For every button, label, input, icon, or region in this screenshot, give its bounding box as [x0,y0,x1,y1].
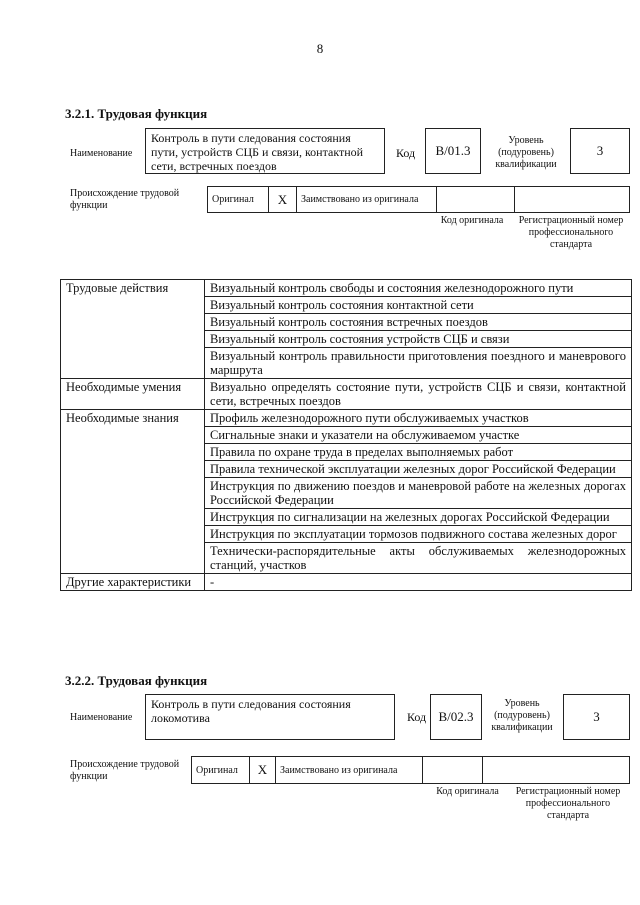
code-label: Код [396,146,416,160]
function-name: Контроль в пути следования состояния пути, устройств СЦБ и связи, контактной сети, встречных поездов [151,131,364,173]
level-label-2: Уровень (подуровень) квалификации [491,698,553,733]
code-value: B/01.3 [435,143,471,158]
code-label-2: Код [407,710,427,724]
action-item: Визуальный контроль состояния встречных поездов [205,314,632,331]
actions-label: Трудовые действия [61,280,205,379]
reg-number-cell [515,187,629,212]
level-value-box-2 [563,694,630,740]
table-row [61,574,632,591]
name-label: Наименование [70,148,133,159]
action-item: Визуальный контроль состояния устройств СЦБ и связи [205,331,632,348]
skills-label: Необходимые умения [61,379,205,410]
action-item: Визуальный контроль состояния контактной сети [205,297,632,314]
section-title: 3.2.1. Трудовая функция [65,106,208,121]
level-value-2: 3 [593,709,600,724]
original-label: Оригинал [208,187,269,212]
name-label-2: Наименование [70,712,133,723]
borrowed-label-2: Заимствовано из оригинала [276,757,423,783]
table-row [61,410,632,427]
original-label-2: Оригинал [192,757,250,783]
caption-reg-2: Регистрационный номер профессионального стандарта [515,786,621,821]
skill-item: Визуально определять состояние пути, устройств СЦБ и связи, контактной сети, встречных поездов [205,379,632,410]
knowledge-item: Сигнальные знаки и указатели на обслуживаемом участке [205,427,632,444]
level-label: Уровень (подуровень) квалификации [495,135,557,170]
function-name-2: Контроль в пути следования состояния локомотива [151,697,351,725]
origin-row [207,186,630,213]
original-code-cell [437,187,515,212]
function-table [60,279,632,591]
knowledge-item: Технически-распорядительные акты обслуживаемых железнодорожных станций, участков [205,543,632,574]
origin-row-2 [191,756,630,784]
original-mark-2: X [250,757,276,783]
knowledge-item: Инструкция по движению поездов и маневровой работе на железных дорогах Российской Федерации [205,478,632,509]
action-item: Визуальный контроль правильности приготовления поездного и маневрового маршрута [205,348,632,379]
original-mark: X [269,187,297,212]
knowledge-item: Инструкция по сигнализации на железных дорогах Российской Федерации [205,509,632,526]
action-item: Визуальный контроль свободы и состояния железнодорожного пути [205,280,632,297]
function-name-box [145,128,385,174]
function-name-box-2 [145,694,395,740]
reg-number-cell-2 [483,757,629,783]
page-number: 8 [316,41,324,56]
code-value-box-2 [430,694,482,740]
other-value: - [205,574,632,591]
knowledge-label: Необходимые знания [61,410,205,574]
section-title-2: 3.2.2. Трудовая функция [65,673,208,688]
caption-code: Код оригинала [440,215,504,226]
knowledge-item: Правила по охране труда в пределах выполняемых работ [205,444,632,461]
caption-reg: Регистрационный номер профессионального стандарта [518,215,624,250]
level-value: 3 [596,143,604,158]
knowledge-item: Профиль железнодорожного пути обслуживаемых участков [205,410,632,427]
table-row [61,379,632,410]
knowledge-item: Инструкция по эксплуатации тормозов подвижного состава железных дорог [205,526,632,543]
borrowed-label: Заимствовано из оригинала [297,187,437,212]
level-value-box [570,128,630,174]
other-label: Другие характеристики [61,574,205,591]
code-value-2: B/02.3 [438,709,474,724]
original-code-cell-2 [423,757,483,783]
table-row [61,280,632,297]
knowledge-item: Правила технической эксплуатации железных дорог Российской Федерации [205,461,632,478]
caption-code-2: Код оригинала [436,786,499,797]
origin-label: Происхождение трудовой функции [70,188,180,211]
origin-label-2: Происхождение трудовой функции [70,759,180,782]
code-value-box [425,128,481,174]
